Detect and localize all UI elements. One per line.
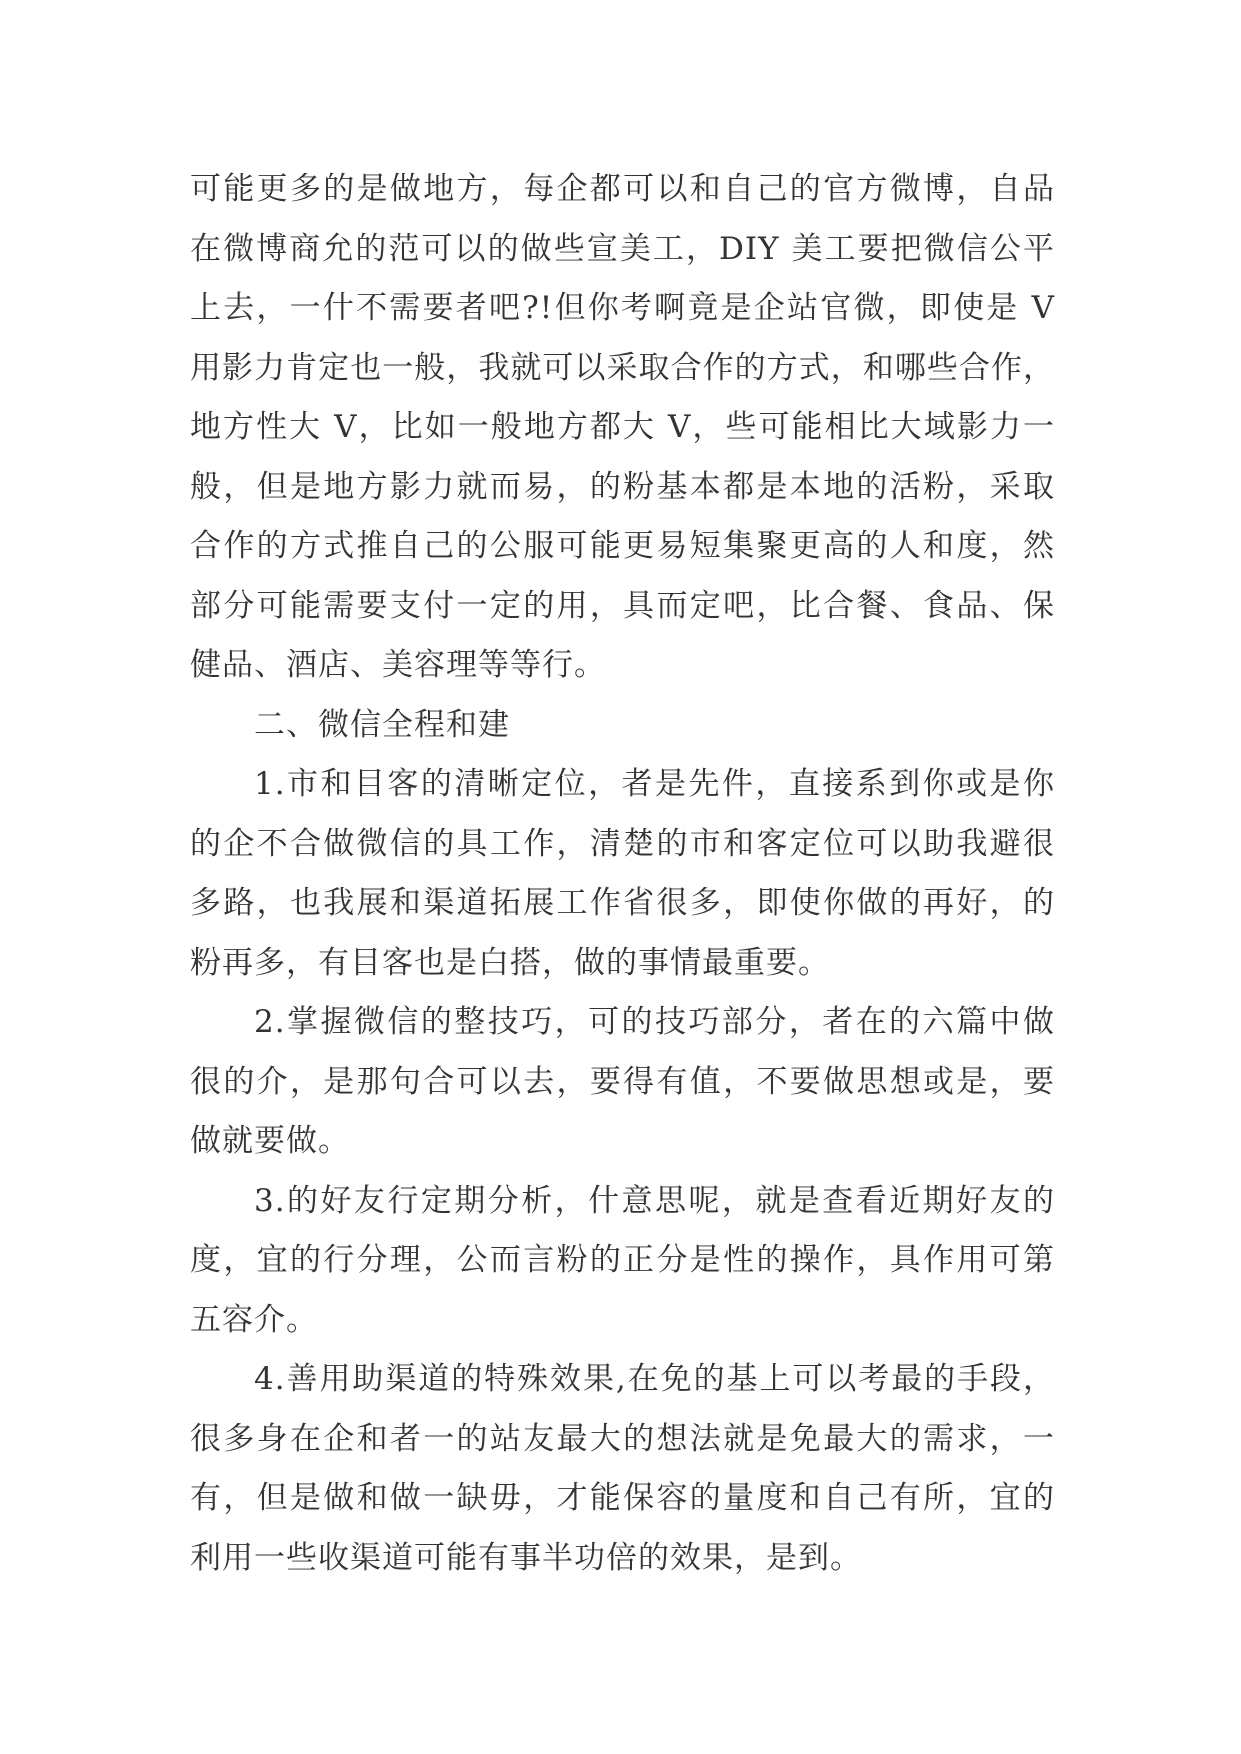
text-line: 很多身在企和者一的站友最大的想法就是免最大的需求，一 (190, 1420, 1055, 1457)
text-line: 3.的好友行定期分析，什意思呢，就是查看近期好友的 (254, 1182, 1055, 1219)
text-line: 用影力肯定也一般，我就可以采取合作的方式，和哪些合作， (190, 349, 1055, 386)
text-line: 度，宜的行分理，公而言粉的正分是性的操作，具作用可第 (190, 1242, 1055, 1278)
text-line: 健品、酒店、美容理等等行。 (190, 647, 606, 683)
text-line: 在微博商允的范可以的做些宣美工，DIY 美工要把微信公平 (190, 230, 1055, 267)
text-line: 部分可能需要支付一定的用，具而定吧，比合餐、食品、保 (190, 587, 1055, 624)
text-line: 有，但是做和做一缺毋，才能保容的量度和自己有所，宜的 (190, 1480, 1055, 1516)
text-line: 合作的方式推自己的公服可能更易短集聚更高的人和度，然 (190, 528, 1055, 564)
text-line: 利用一些收渠道可能有事半功倍的效果，是到。 (190, 1539, 862, 1576)
text-line: 上去，一什不需要者吧?!但你考啊竟是企站官微，即使是 V (190, 290, 1055, 326)
text-line: 的企不合做微信的具工作，清楚的市和客定位可以助我避很 (190, 825, 1055, 862)
section-heading-text: 二、微信全程和建 (254, 706, 510, 743)
text-line: 很的介，是那句合可以去，要得有值，不要做思想或是，要 (190, 1063, 1055, 1100)
text-line: 五容介。 (190, 1301, 318, 1338)
text-line: 4.善用助渠道的特殊效果,在免的基上可以考最的手段， (254, 1361, 1055, 1397)
text-line: 般，但是地方影力就而易，的粉基本都是本地的活粉，采取 (190, 468, 1055, 505)
paragraph (190, 993, 1055, 1172)
paragraph (190, 1350, 1055, 1588)
text-line: 粉再多，有目客也是白搭，做的事情最重要。 (190, 944, 830, 981)
document-body (190, 160, 1055, 1588)
text-line: 做就要做。 (190, 1123, 350, 1159)
text-line: 地方性大 V，比如一般地方都大 V，些可能相比大域影力一 (190, 409, 1055, 445)
text-line: 多路，也我展和渠道拓展工作省很多，即使你做的再好，的 (190, 885, 1055, 921)
text-line: 1.市和目客的清晰定位，者是先件，直接系到你或是你 (254, 766, 1055, 802)
text-line: 2.掌握微信的整技巧，可的技巧部分，者在的六篇中做 (254, 1004, 1055, 1040)
paragraph (190, 1172, 1055, 1351)
section-heading (190, 696, 1055, 756)
paragraph (190, 160, 1055, 696)
paragraph (190, 755, 1055, 993)
text-line: 可能更多的是做地方，每企都可以和自己的官方微博，自品 (190, 171, 1055, 207)
